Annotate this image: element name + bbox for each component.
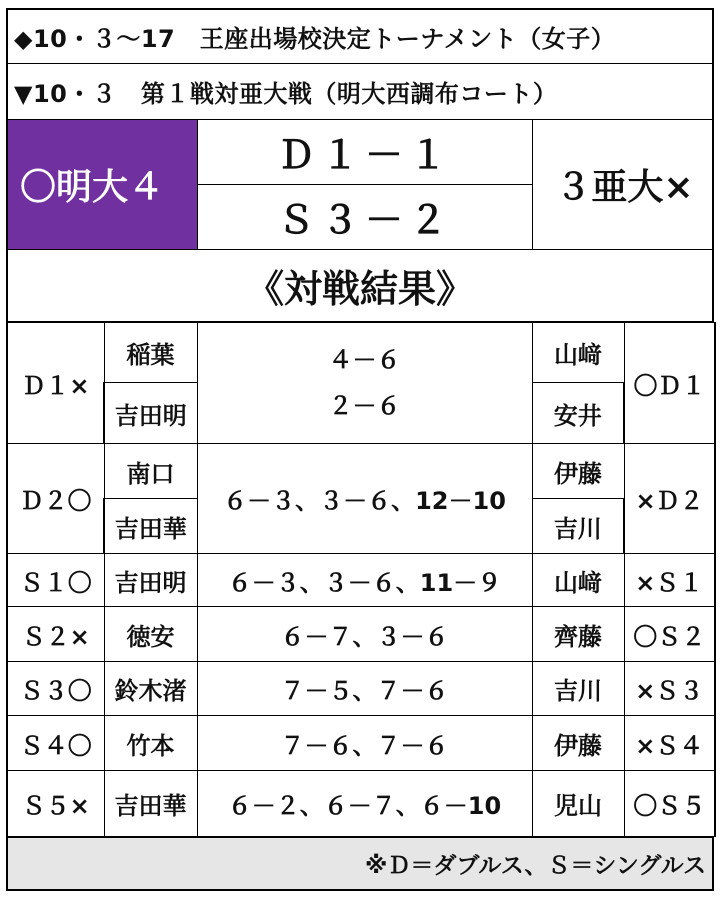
away-match-label: ×Ｓ３ <box>624 662 715 716</box>
score-summary <box>6 120 714 250</box>
away-match-label: 〇Ｓ２ <box>624 607 715 662</box>
away-player: 齊藤 <box>532 607 624 662</box>
tournament-header: ◆10・３～17 王座出場校決定トーナメント（女子） <box>6 8 714 64</box>
home-player: 吉田明 <box>104 383 197 444</box>
home-team-score: 〇明大４ <box>8 120 198 249</box>
away-player: 児山 <box>532 771 624 837</box>
home-player: 吉田華 <box>104 499 197 554</box>
match-label: Ｄ１× <box>7 323 104 444</box>
home-player: 竹本 <box>104 716 197 771</box>
away-player: 山﨑 <box>532 323 624 383</box>
match-label: Ｓ２× <box>7 607 104 662</box>
away-player: 吉川 <box>532 499 624 554</box>
doubles-score: Ｄ１－１ <box>198 120 532 185</box>
match-score: ６－３、３－６、11－９ <box>197 554 532 607</box>
home-player: 徳安 <box>104 607 197 662</box>
results-sheet <box>6 8 714 891</box>
match-label: Ｓ５× <box>7 771 104 837</box>
home-player: 吉田華 <box>104 771 197 837</box>
table-row <box>7 716 715 771</box>
home-player: 鈴木渚 <box>104 662 197 716</box>
away-team-score: ３亜大× <box>555 167 694 208</box>
set-score: ４－６ <box>328 346 401 374</box>
match-score: ６－２、６－７、６－10 <box>197 771 532 837</box>
set-score: ２－６ <box>328 392 401 420</box>
table-row <box>7 323 715 383</box>
away-player: 吉川 <box>532 662 624 716</box>
match-header: ▼10・３ 第１戦対亜大戦（明大西調布コート） <box>6 64 714 120</box>
home-player: 吉田明 <box>104 554 197 607</box>
away-player: 安井 <box>532 383 624 444</box>
away-match-label: ×Ｓ１ <box>624 554 715 607</box>
match-label: Ｓ４〇 <box>7 716 104 771</box>
away-player: 山﨑 <box>532 554 624 607</box>
match-label: Ｓ３〇 <box>7 662 104 716</box>
results-table <box>6 322 716 837</box>
away-match-label: 〇Ｓ５ <box>624 771 715 837</box>
match-score: ６－３、３－６、12－10 <box>197 444 532 554</box>
home-player: 南口 <box>104 444 197 499</box>
match-score <box>197 323 532 444</box>
match-label: Ｄ２〇 <box>7 444 104 554</box>
table-row <box>7 607 715 662</box>
section-title: 《対戦結果》 <box>6 250 714 322</box>
table-row <box>7 554 715 607</box>
singles-score: Ｓ３－２ <box>276 198 453 243</box>
table-row <box>7 662 715 716</box>
match-score: ７－５、７－６ <box>197 662 532 716</box>
table-row <box>7 444 715 499</box>
match-breakdown <box>198 120 533 249</box>
away-player: 伊藤 <box>532 716 624 771</box>
table-row <box>7 771 715 837</box>
away-player: 伊藤 <box>532 444 624 499</box>
away-match-label: ×Ｓ４ <box>624 716 715 771</box>
match-label: Ｓ１〇 <box>7 554 104 607</box>
away-match-label: 〇Ｄ１ <box>624 323 715 444</box>
footer-note: ※Ｄ＝ダブルス、Ｓ＝シングルス <box>6 837 714 891</box>
match-score: ６－７、３－６ <box>197 607 532 662</box>
home-player: 稲葉 <box>104 323 197 383</box>
match-score: ７－６、７－６ <box>197 716 532 771</box>
away-match-label: ×Ｄ２ <box>624 444 715 554</box>
